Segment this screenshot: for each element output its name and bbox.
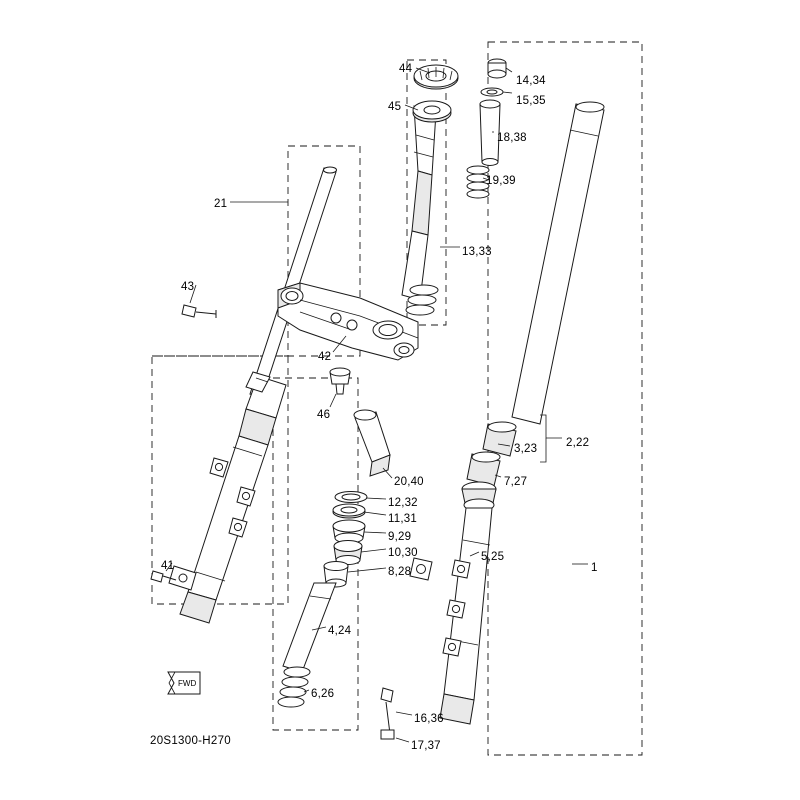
callout-5-25: 5,25 (481, 551, 505, 563)
callout-41: 41 (161, 560, 175, 572)
callout-21: 21 (214, 198, 228, 210)
callout-14-34: 14,34 (516, 75, 546, 87)
callout-20-40: 20,40 (394, 476, 424, 488)
callout-15-35: 15,35 (516, 95, 546, 107)
callout-12-32: 12,32 (388, 497, 418, 509)
callout-45: 45 (388, 101, 402, 113)
callout-10-30: 10,30 (388, 547, 418, 559)
callout-19-39: 19,39 (486, 175, 516, 187)
callout-3-23: 3,23 (514, 443, 538, 455)
callout-42: 42 (318, 351, 332, 363)
triple-clamp (182, 283, 418, 360)
callout-17-37: 17,37 (411, 740, 441, 752)
fwd-label: FWD (178, 679, 197, 688)
callout-44: 44 (399, 63, 413, 75)
callout-16-36: 16,36 (414, 713, 444, 725)
steering-bearings (413, 65, 458, 122)
part-code-label: 20S1300-H270 (150, 735, 231, 747)
callout-46: 46 (317, 409, 331, 421)
right-fork-assembly (381, 102, 604, 739)
middle-column-parts (278, 368, 390, 707)
group-outline-1 (488, 42, 642, 755)
callout-1: 1 (591, 562, 598, 574)
callout-6-26: 6,26 (311, 688, 335, 700)
callout-8-28: 8,28 (388, 566, 412, 578)
callout-7-27: 7,27 (504, 476, 528, 488)
callout-11-31: 11,31 (388, 513, 417, 525)
callout-2-22: 2,22 (566, 437, 590, 449)
callout-13-33: 13,33 (462, 246, 492, 258)
callout-43: 43 (181, 281, 195, 293)
left-fork-assembly (151, 162, 345, 623)
callout-18-38: 18,38 (497, 132, 527, 144)
callout-4-24: 4,24 (328, 625, 352, 637)
callout-9-29: 9,29 (388, 531, 412, 543)
